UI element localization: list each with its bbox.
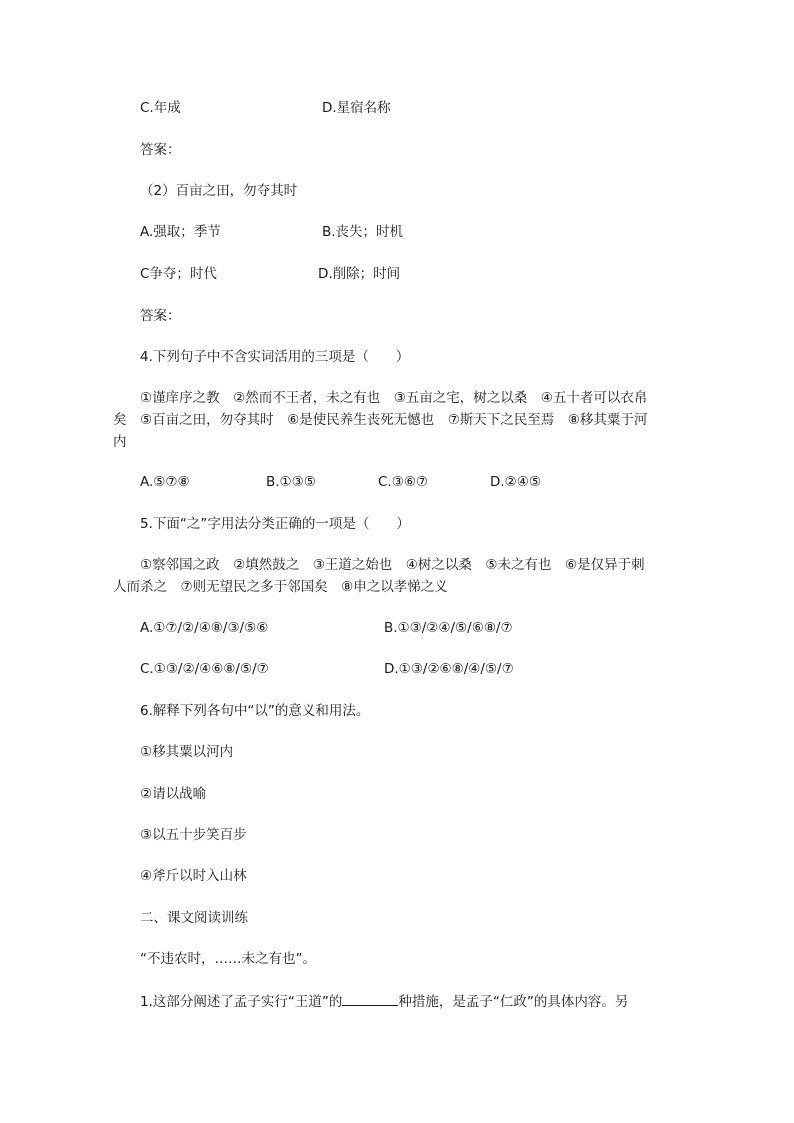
- q3-2-prompt: （2）百亩之田，勿夺其时: [140, 183, 298, 199]
- q3-1-answer: 答案：: [140, 142, 181, 158]
- fill-in-blank[interactable]: [342, 991, 398, 1006]
- section-2-quote: “不违农时，……未之有也”。: [140, 951, 316, 967]
- q6-sentence-3: ③以五十步笑百步: [140, 827, 247, 843]
- q3-2-option-a: A.强取；季节: [140, 224, 221, 240]
- q5-option-d: D.①③/②⑥⑧/④/⑤/⑦: [384, 661, 514, 677]
- q3-1-option-c: C.年成: [140, 100, 181, 116]
- q3-2-option-c: C争夺；时代: [140, 266, 217, 282]
- section-2-question-1: [140, 991, 628, 1012]
- q6-sentence-2: ②请以战喻: [140, 786, 207, 802]
- question-1-text-b: 种措施，是孟子“仁政”的具体内容。另: [398, 994, 629, 1010]
- q4-option-b: B.①③⑤: [266, 474, 316, 490]
- q4-option-a: A.⑤⑦⑧: [140, 474, 190, 490]
- q5-stem: 5.下面“之”字用法分类正确的一项是（ ）: [140, 516, 410, 532]
- q6-sentence-1: ①移其粟以河内: [140, 744, 234, 760]
- section-2-title: 二、课文阅读训练: [140, 910, 248, 926]
- q5-items-line1: ①察邻国之政 ②填然鼓之 ③王道之始也 ④树之以桑 ⑤未之有也 ⑥是仅异于刺: [140, 557, 645, 573]
- q5-option-c: C.①③/②/④⑥⑧/⑤/⑦: [140, 661, 269, 677]
- q4-option-c: C.③⑥⑦: [378, 474, 429, 490]
- q3-1-option-d: D.星宿名称: [322, 100, 391, 116]
- q4-option-d: D.②④⑤: [490, 474, 541, 490]
- q4-items-line1: ①谨庠序之教 ②然而不王者，未之有也 ③五亩之宅，树之以桑 ④五十者可以衣帛: [140, 390, 648, 406]
- q5-option-a: A.①⑦/②/④⑧/③/⑤⑥: [140, 620, 269, 636]
- q3-2-answer: 答案：: [140, 308, 181, 324]
- q5-items-line2: 人而杀之 ⑦则无望民之多于邻国矣 ⑧申之以孝悌之义: [113, 579, 448, 595]
- question-1-text-a: 1.这部分阐述了孟子实行“王道”的: [140, 994, 343, 1010]
- q4-items-line3: 内: [113, 434, 127, 450]
- q3-2-option-b: B.丧失；时机: [322, 224, 404, 240]
- q3-2-option-d: D.削除；时间: [318, 266, 401, 282]
- q6-sentence-4: ④斧斤以时入山林: [140, 868, 247, 884]
- q4-items-line2: 矣 ⑤百亩之田，勿夺其时 ⑥是使民养生丧死无憾也 ⑦斯天下之民至焉 ⑧移其粟于河: [113, 412, 648, 428]
- q6-stem: 6.解释下列各句中“以”的意义和用法。: [140, 703, 370, 719]
- q5-option-b: B.①③/②④/⑤/⑥⑧/⑦: [384, 620, 513, 636]
- q4-stem: 4.下列句子中不含实词活用的三项是（ ）: [140, 349, 410, 365]
